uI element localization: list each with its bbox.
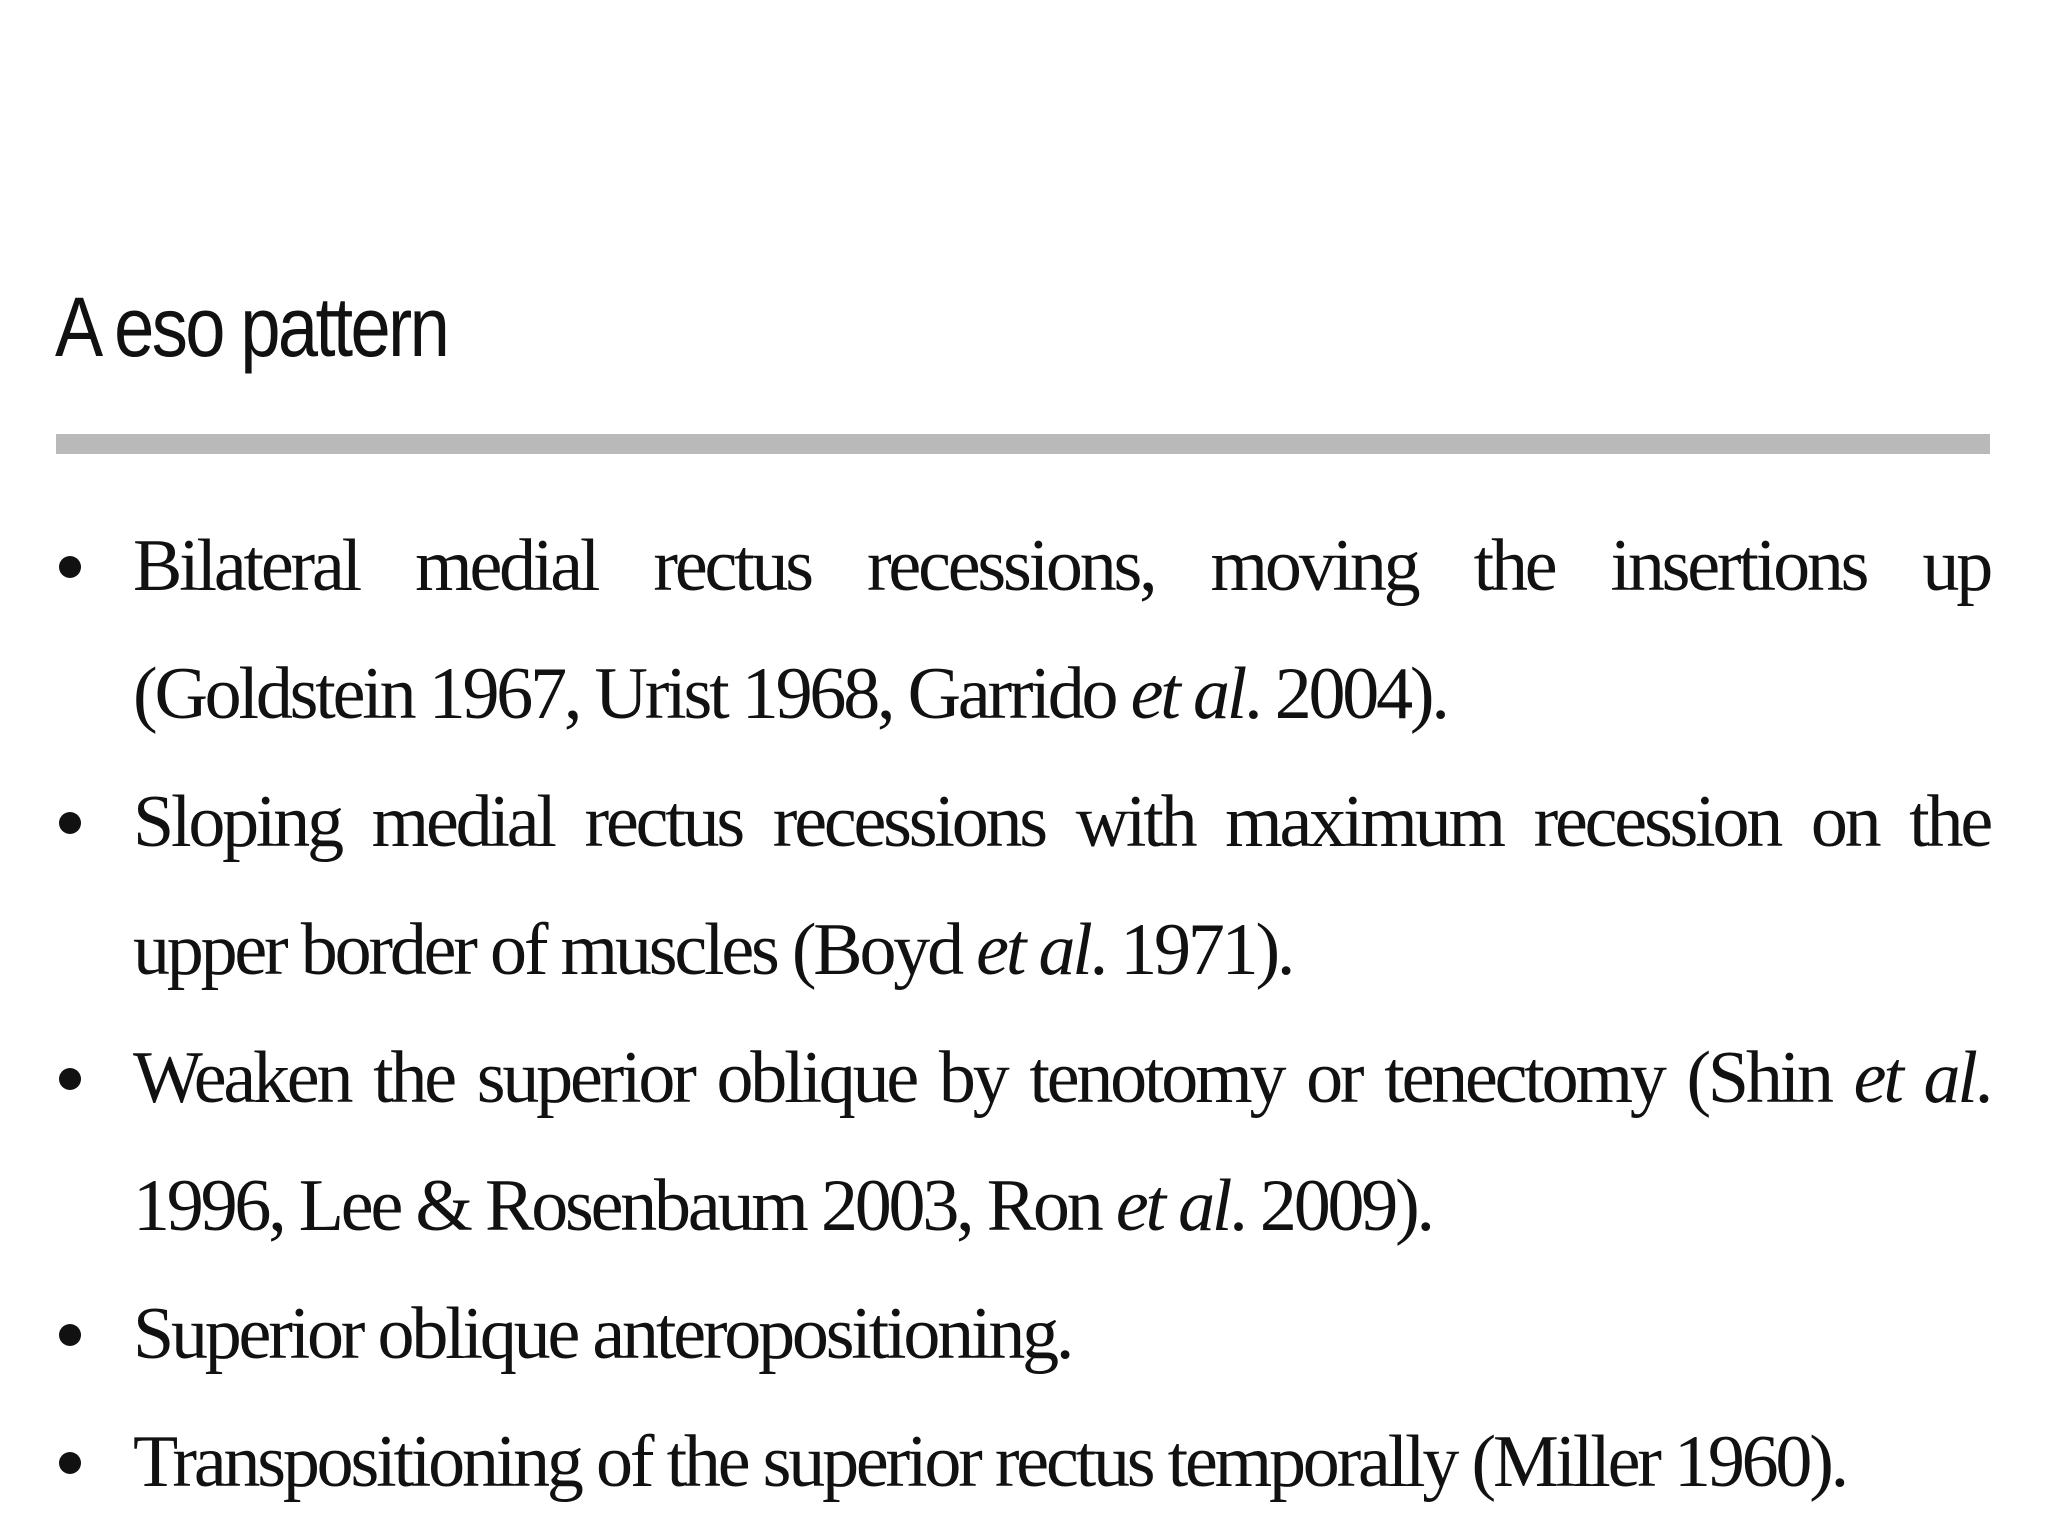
list-item-text: Sloping medial rectus recessions with maximum recession on the upper border of muscles (Boyd xyxy=(133,781,1990,991)
heading-divider xyxy=(56,434,1990,454)
section-heading: A eso pattern xyxy=(55,280,448,374)
list-item-text: . 2004). xyxy=(1244,653,1447,735)
citation-italic: et al xyxy=(1130,653,1245,735)
bullet-icon xyxy=(59,1452,81,1474)
list-item xyxy=(55,1270,1990,1398)
list-item-text: . 1996, Lee & Rosenbaum 2003, Ron xyxy=(133,1037,1990,1247)
bullet-icon xyxy=(59,1324,81,1346)
list-item xyxy=(55,1398,1990,1526)
list-item xyxy=(55,758,1990,1014)
citation-italic: et al xyxy=(976,909,1090,991)
list-item-text: . 1971). xyxy=(1089,909,1293,991)
citation-italic: et al xyxy=(1115,1165,1230,1247)
bullet-icon xyxy=(59,556,81,578)
list-item-text: Transpositioning of the superior rectus temporally (Miller 1960). xyxy=(133,1421,1846,1503)
list-item-text: Superior oblique anteropositioning. xyxy=(133,1293,1072,1375)
list-item-text: Bilateral medial rectus recessions, moving the insertions up (Goldstein 1967, Urist 1968, Garrido xyxy=(133,525,1990,735)
list-item xyxy=(55,1014,1990,1270)
bullet-icon xyxy=(59,812,81,834)
list-item-text: . 2009). xyxy=(1229,1165,1432,1247)
bullet-icon xyxy=(59,1068,81,1090)
citation-italic: et al xyxy=(1853,1037,1975,1119)
bullet-list xyxy=(55,502,1990,1526)
list-item xyxy=(55,502,1990,758)
list-item-text: Weaken the superior oblique by tenotomy or tenectomy (Shin xyxy=(133,1037,1854,1119)
